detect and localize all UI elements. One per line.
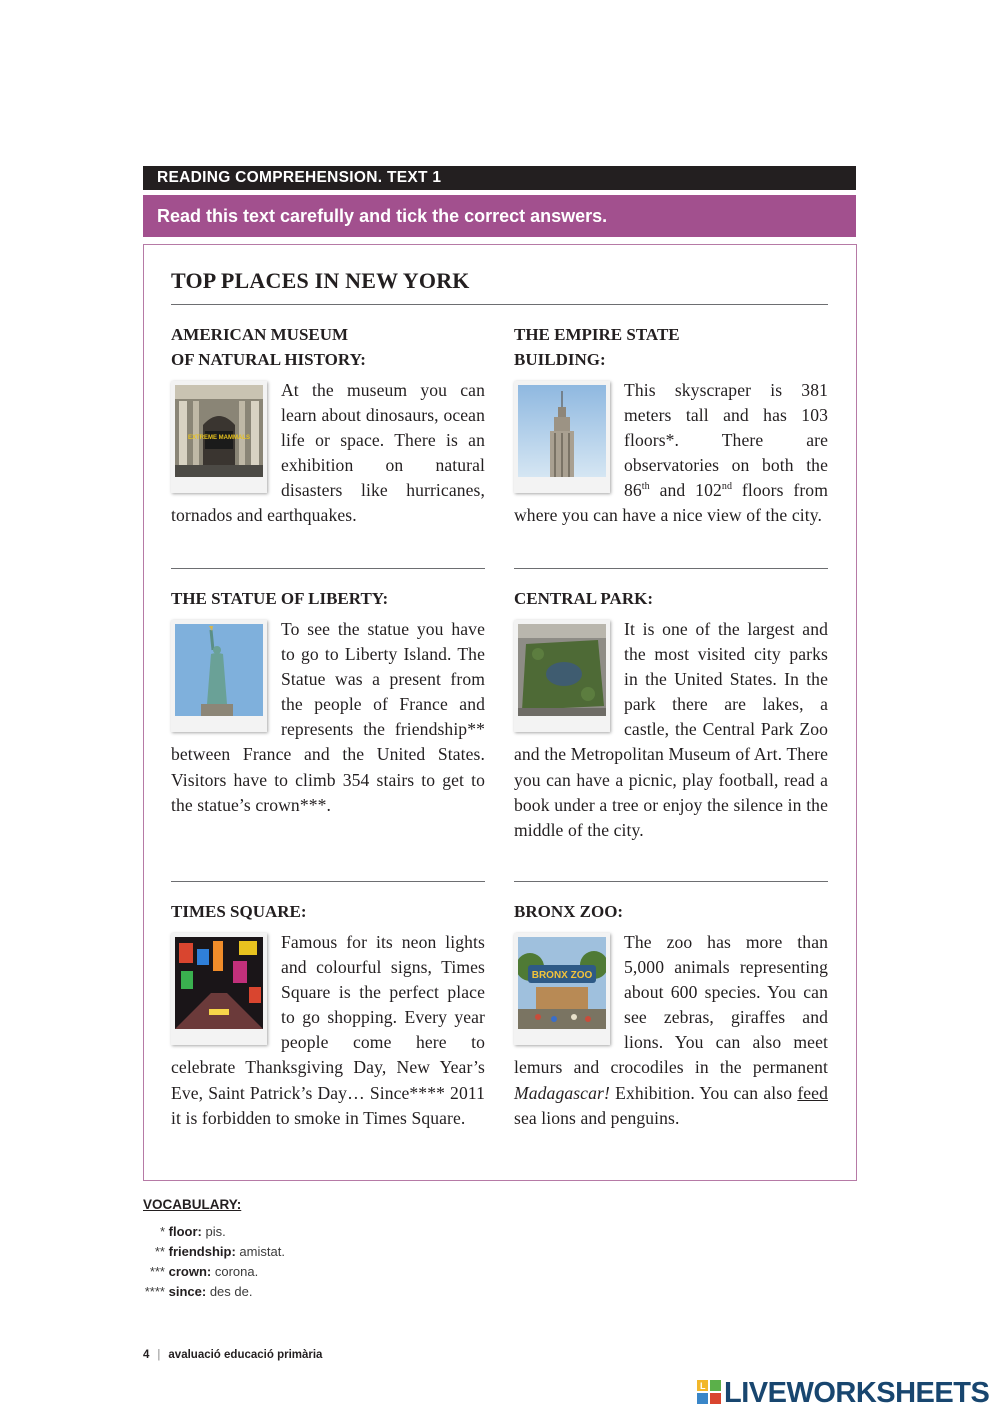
vocabulary-item: * floor: pis. [159,1224,226,1239]
central-park-photo [514,620,610,732]
vocabulary-item: ** friendship: amistat. [154,1244,285,1259]
section-heading: THE EMPIRE STATE BUILDING: [514,325,680,369]
liveworksheets-brand: LIVEWORKSHEETS [724,1377,990,1409]
section-text: To see the statue you have to go to Liberty Island. The Statue was a present from the people of France and represents the friendship** between France and the United States. Visitors have to climb 354 stairs to get to the statue’s crown***. [171,619,485,815]
section-empire-state [514,322,828,529]
section-heading: TIMES SQUARE: [171,902,307,921]
underlined-word: feed [797,1082,828,1103]
section-divider [514,568,828,569]
times-square-photo [171,933,267,1045]
section-bronx-zoo [514,899,828,1131]
title-divider [171,304,828,305]
svg-text:L: L [700,1381,705,1391]
page-number: 4 [143,1349,150,1361]
vocabulary-item: **** since: des de. [144,1284,253,1299]
museum-photo [171,381,267,493]
section-text: It is one of the largest and the most visited city parks in the United States. In the park there are lakes, a castle, the Central Park Zoo and the Metropolitan Museum of Art. There you can have a picnic, play football, read a book under a tree or enjoy the silence in the middle of the city. [514,619,828,840]
zoo-sign-text: BRONX ZOO [531,970,593,981]
section-heading: AMERICAN MUSEUM OF NATURAL HISTORY: [171,325,366,369]
section-heading: CENTRAL PARK: [514,589,653,608]
publication-name: avaluació educació primària [168,1349,323,1361]
section-divider [171,881,485,882]
section-text: This skyscraper is 381 meters tall and has 103 floors*. There are observatories on both the 86th and 102nd floors from where you can have a nice view of the city. [514,380,828,526]
statue-of-liberty-photo [171,620,267,732]
vocabulary-title: VOCABULARY: [143,1197,242,1212]
liveworksheets-logo-icon [697,1380,721,1404]
section-times-square [171,899,485,1131]
section-text: Famous for its neon lights and colourful signs, Times Square is the perfect place to go shopping. Every year people come here to celebrate Thanksgiving Day, New Year’s Eve, Saint Patrick’s Day… Since**** 2011 it is forbidden to smoke in Times Square. [171,932,485,1128]
section-museum [171,322,485,529]
section-label: READING COMPREHENSION. TEXT 1 [143,166,856,190]
page-title: TOP PLACES IN NEW YORK [171,268,470,293]
page-footer: 4 | avaluació educació primària [143,1349,323,1361]
section-statue-of-liberty [171,586,485,818]
section-heading: THE STATUE OF LIBERTY: [171,589,389,608]
section-divider [171,568,485,569]
section-central-park [514,586,828,843]
section-text: At the museum you can learn about dinosaurs, ocean life or space. There is an exhibition on natural disasters like hurricanes, tornados and earthquakes. [171,380,485,526]
liveworksheets-watermark[interactable] [697,1378,989,1408]
empire-state-photo [514,381,610,493]
vocabulary-item: *** crown: corona. [149,1264,259,1279]
section-divider [514,881,828,882]
bronx-zoo-photo [514,933,610,1045]
section-text: The zoo has more than 5,000 animals representing about 600 species. You can see zebras, giraffes and lions. You can also meet lemurs and crocodiles in the permanent Madagascar! Exhibition. You can also feed sea lions and penguins. [514,932,828,1128]
section-heading: BRONX ZOO: [514,902,624,921]
instruction-banner: Read this text carefully and tick the correct answers. [143,195,856,237]
museum-banner-text: EXTREME MAMMALS [188,435,250,441]
